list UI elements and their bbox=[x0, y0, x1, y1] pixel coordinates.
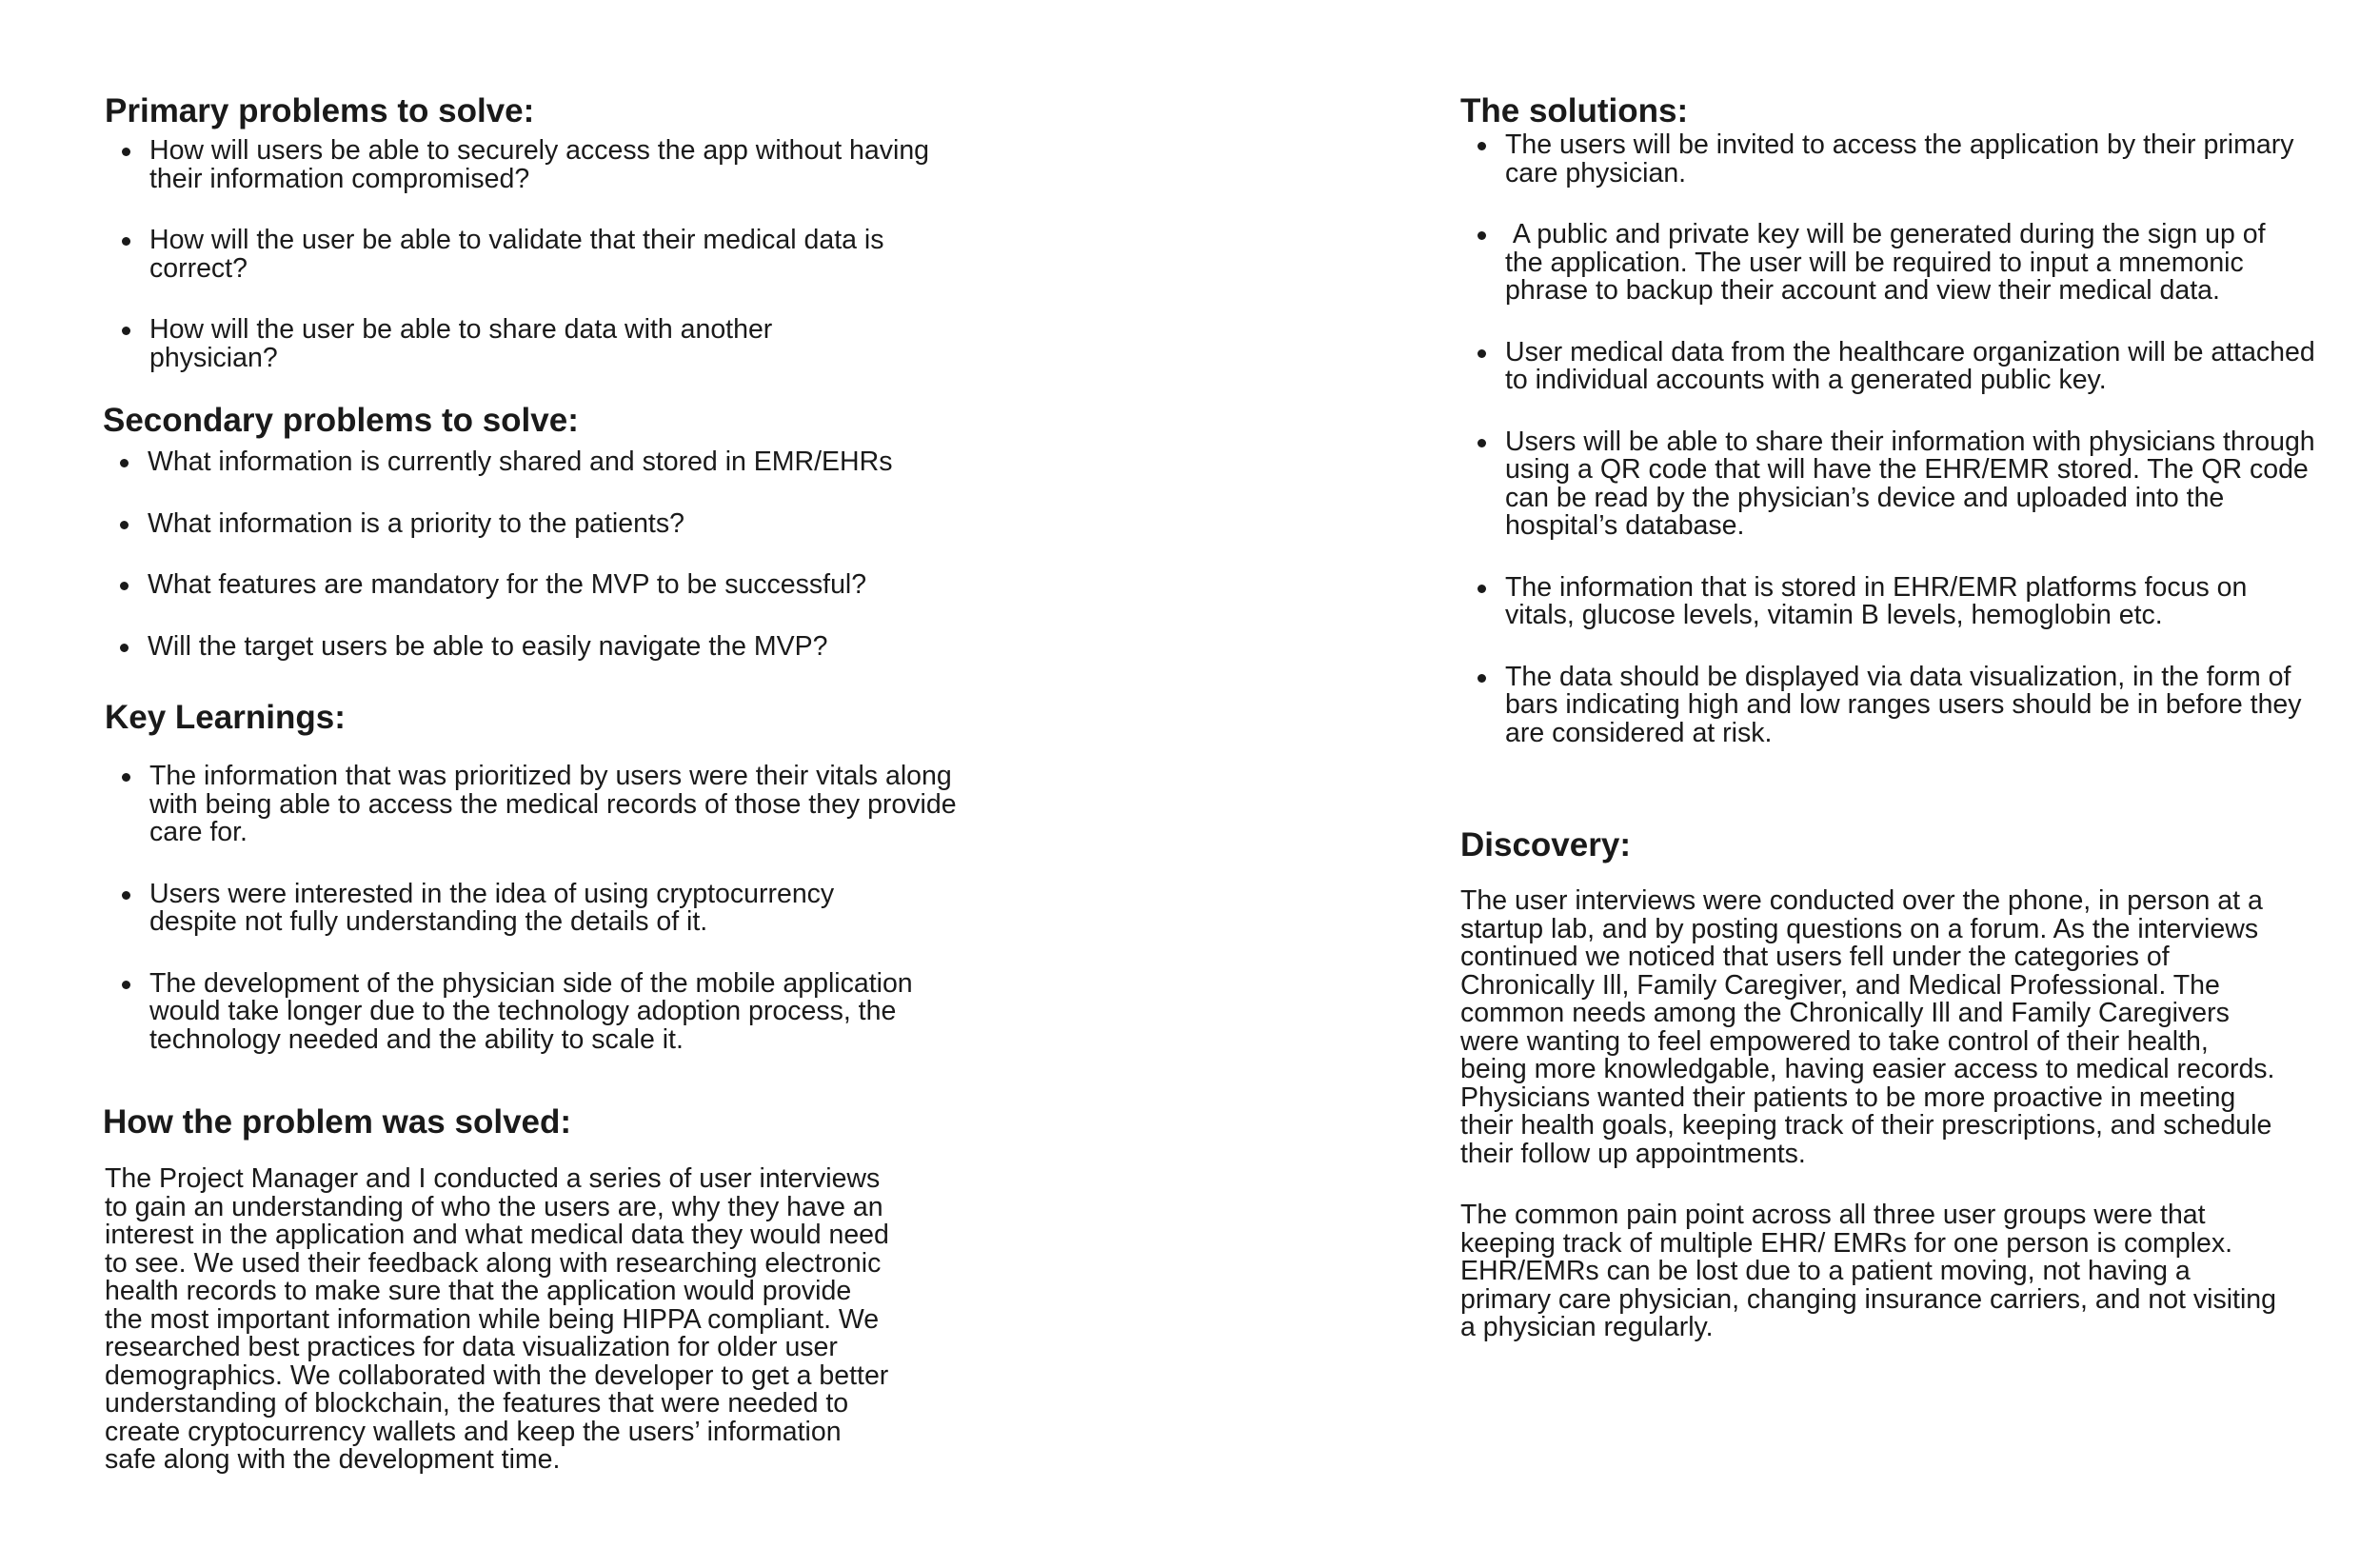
list-item: The users will be invited to access the application by their primary care physician. bbox=[1460, 131, 2295, 188]
bullet-icon bbox=[120, 582, 129, 590]
list-item: What information is currently shared and stored in EMR/EHRs bbox=[103, 448, 960, 477]
list-item: The data should be displayed via data visualization, in the form of bars indicating high and low ranges users should be in before they are considered at risk. bbox=[1460, 664, 2324, 748]
bullet-icon bbox=[122, 327, 130, 335]
bullet-icon bbox=[120, 644, 129, 652]
list-item: Will the target users be able to easily navigate the MVP? bbox=[103, 633, 960, 662]
bullet-icon bbox=[122, 773, 130, 782]
bullet-icon bbox=[120, 459, 129, 467]
discovery-paragraph-2: The common pain point across all three user groups were that keeping track of multiple EHR/ EMRs for one person is complex. EHR/EMRs can be lost due to a patient moving, not having a primary care physician, changing insurance carriers, and not visiting a physician regularly. bbox=[1460, 1200, 2276, 1342]
bullet-icon bbox=[122, 237, 130, 246]
list-item: Users were interested in the idea of using cryptocurrency despite not fully understanding the details of it. bbox=[105, 881, 921, 937]
bullet-icon bbox=[120, 521, 129, 529]
bullet-icon bbox=[1478, 231, 1486, 240]
bullet-icon bbox=[1478, 674, 1486, 683]
bullet-icon bbox=[122, 148, 130, 156]
solutions-section bbox=[1460, 91, 2315, 748]
list-item: A public and private key will be generated during the sign up of the application. The user will be required to input a mnemonic phrase to backup their account and view their medical data. bbox=[1460, 221, 2300, 306]
bullet-icon bbox=[1478, 142, 1486, 150]
list-item: The information that is stored in EHR/EMR platforms focus on vitals, glucose levels, vitamin B levels, hemoglobin etc. bbox=[1460, 574, 2300, 630]
list-item: How will the user be able to share data with another physician? bbox=[105, 316, 873, 372]
list-item: How will the user be able to validate that their medical data is correct? bbox=[105, 227, 987, 283]
list-item: How will users be able to securely access the app without having their information compromised? bbox=[105, 137, 940, 193]
bullet-icon bbox=[1478, 585, 1486, 593]
solutions-heading: The solutions: bbox=[1460, 92, 1689, 129]
problem-solved-heading: How the problem was solved: bbox=[103, 1103, 572, 1141]
key-learnings-section bbox=[105, 698, 957, 1055]
secondary-problems-section bbox=[103, 401, 960, 661]
list-item: Users will be able to share their information with physicians through using a QR code that will have the EHR/EMR stored. The QR code can be read by the physician’s device and uploaded into the hospital’s database. bbox=[1460, 428, 2324, 541]
list-item: The development of the physician side of the mobile application would take longer due to the technology adoption process, the technology needed and the ability to scale it. bbox=[105, 970, 968, 1055]
list-item: What features are mandatory for the MVP to be successful? bbox=[103, 571, 960, 600]
primary-problems-heading: Primary problems to solve: bbox=[105, 92, 535, 129]
bullet-icon bbox=[1478, 349, 1486, 358]
discovery-section bbox=[1460, 825, 2279, 1342]
discovery-paragraph-1: The user interviews were conducted over the phone, in person at a startup lab, and by posting questions on a forum. As the interviews continued we noticed that users fell under the categories of Chronically Ill, Family Caregiver, and Medical Professional. The common needs among the Chronically Ill and Family Caregivers were wanting to feel empowered to take control of their health, being more knowledgable, having easier access to medical records. Physicians wanted their patients to be more proactive in meeting their health goals, keeping track of their prescriptions, and schedule their follow up appointments. bbox=[1460, 885, 2275, 1169]
problem-solved-section bbox=[103, 1102, 931, 1475]
list-item: What information is a priority to the patients? bbox=[103, 510, 960, 539]
list-item: The information that was prioritized by users were their vitals along with being able to access the medical records of those they provide care for. bbox=[105, 763, 987, 847]
secondary-problems-heading: Secondary problems to solve: bbox=[103, 402, 579, 439]
bullet-icon bbox=[1478, 439, 1486, 447]
bullet-icon bbox=[122, 891, 130, 900]
secondary-problems-list bbox=[103, 448, 960, 661]
bullet-icon bbox=[122, 981, 130, 989]
primary-problems-list bbox=[105, 137, 942, 372]
problem-solved-body: The Project Manager and I conducted a series of user interviews to gain an understanding of who the users are, why they have an interest in the application and what medical data they would need to see. We used their feedback along with researching electronic health records to make sure that the application would provide the most important information while being HIPPA compliant. We researched best practices for data visualization for older user demographics. We collaborated with the developer to get a better understanding of blockchain, the features that were needed to create cryptocurrency wallets and keep the users’ information safe along with the development time. bbox=[105, 1163, 889, 1475]
list-item: User medical data from the healthcare organization will be attached to individual accounts with a generated public key. bbox=[1460, 339, 2324, 395]
solutions-list bbox=[1460, 129, 2315, 748]
primary-problems-section bbox=[105, 91, 942, 372]
key-learnings-heading: Key Learnings: bbox=[105, 699, 346, 736]
key-learnings-list bbox=[105, 761, 957, 1055]
discovery-heading: Discovery: bbox=[1460, 826, 1631, 863]
